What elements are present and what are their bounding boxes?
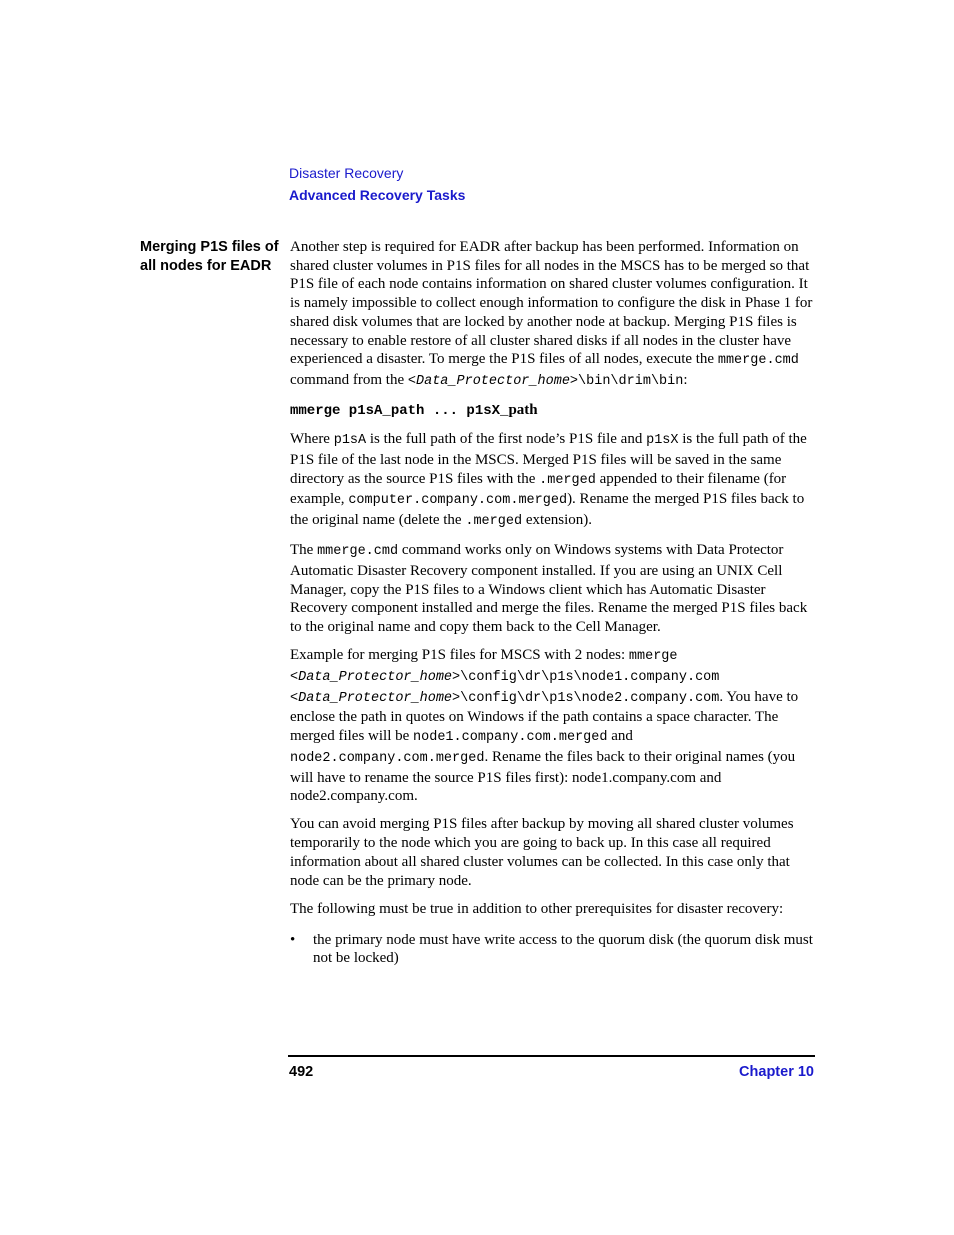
paragraph-example: Example for merging P1S files for MSCS with 2 nodes: mmerge <Data_Protector_home>\config\dr\p1s\node1.company.com <Data_Protector_home>\config\dr\p1s\node2.company.com. You have to enclose the path in quotes on Windows if the path contains a space character. The merged files will be node1.company.com.merged and node2.company.com.merged. Rename the files back to their original names (you will have to rename the source P1S files first): node1.company.com and node2.company.com. — [290, 647, 799, 805]
paragraph-where: Where p1sA is the full path of the first node’s P1S file and p1sX is the full path of the P1S file of the last node in the MSCS. Merged P1S files will be saved in the same directory as the source P1S files with the .merged appended to their filename (for example, computer.company.com.merged). Rename the merged P1S files back to the original name (delete the .merged extension). — [290, 431, 807, 530]
command-syntax: mmerge p1sA_path ... p1sX_path — [290, 402, 538, 420]
paragraph-avoid-merging: You can avoid merging P1S files after backup by moving all shared cluster volumes temporarily to the node which you are going to back up. In this case all required information about all shared cluster volumes can be collected. In this case only that node can be the primary node. — [290, 816, 794, 889]
code-home-placeholder: <Data_Protector_home> — [407, 373, 579, 389]
bullet-item: • the primary node must have write access to the quorum disk (the quorum disk must not be locked) — [290, 931, 813, 967]
paragraph-windows-only: The mmerge.cmd command works only on Windows systems with Data Protector Automatic Disaster Recovery component installed. If you are using an UNIX Cell Manager, copy the P1S files to a Windows client which has Automatic Disaster Recovery component installed and merge the files. Rename the merged P1S files back to the original name and copy them back to the Cell Manager. — [290, 542, 808, 636]
running-header-subsection: Advanced Recovery Tasks — [289, 187, 466, 203]
paragraph-intro: Another step is required for EADR after backup has been performed. Information on shared cluster volumes in P1S files for all nodes in the MSCS has to be merged so that P1S file of each node contains information on shared cluster volumes configuration. It is namely impossible to collect enough information to configure the disk in Phase 1 for shared disk volumes that are locked by another node at backup. Merging P1S files is necessary to enable restore of all cluster shared disks if all nodes in the cluster have experienced a disaster. To merge the P1S files of all nodes, execute the mmerge.cmd command from the <Data_Protector_home>\bin\drim\bin: — [290, 239, 813, 389]
bullet-icon: • — [290, 931, 296, 948]
chapter-label: Chapter 10 — [739, 1064, 814, 1080]
running-header-section: Disaster Recovery — [289, 165, 404, 181]
margin-heading: Merging P1S files of all nodes for EADR — [140, 239, 279, 274]
code-mmerge-cmd: mmerge.cmd — [717, 353, 799, 369]
body-text — [290, 238, 820, 968]
page-number: 492 — [289, 1064, 314, 1080]
code-bin-path: \bin\drim\bin — [578, 373, 684, 389]
paragraph-prerequisites: The following must be true in addition to other prerequisites for disaster recovery: — [290, 900, 784, 917]
footer-rule — [288, 1055, 815, 1057]
